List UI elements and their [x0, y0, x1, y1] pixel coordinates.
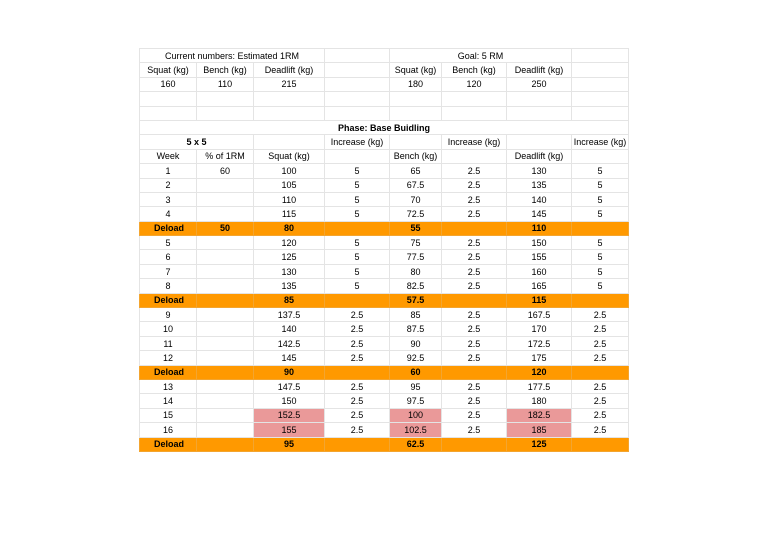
bench-increase-cell: 2.5: [442, 178, 507, 192]
deadlift-cell: 150: [507, 236, 572, 250]
squat-increase-cell: 5: [325, 236, 390, 250]
bench-increase-cell: 2.5: [442, 408, 507, 422]
pct-cell: [197, 351, 254, 365]
squat-increase-cell: 2.5: [325, 351, 390, 365]
bench-cell: 57.5: [390, 293, 442, 307]
empty-cell: [254, 92, 325, 106]
deadlift-cell: 130: [507, 164, 572, 178]
week-row: [140, 308, 629, 322]
empty-cell: [442, 92, 507, 106]
deadlift-increase-cell: 5: [572, 236, 629, 250]
deadlift-increase-cell: 5: [572, 164, 629, 178]
squat-increase-cell: 5: [325, 178, 390, 192]
current-bench-value: 110: [197, 77, 254, 91]
pct-cell: [197, 394, 254, 408]
squat-increase-cell: 2.5: [325, 408, 390, 422]
week-row: [140, 379, 629, 393]
deadlift-increase-cell: 2.5: [572, 308, 629, 322]
deadlift-increase-cell: 5: [572, 279, 629, 293]
deadlift-cell: 155: [507, 250, 572, 264]
empty-cell: [572, 149, 629, 163]
bench-increase-cell: 2.5: [442, 207, 507, 221]
scheme-label: 5 x 5: [140, 135, 254, 149]
deadlift-increase-cell: 5: [572, 178, 629, 192]
squat-cell: 85: [254, 293, 325, 307]
goal-squat-value: 180: [390, 77, 442, 91]
deadlift-increase-cell: 2.5: [572, 394, 629, 408]
deadlift-increase-cell: [572, 221, 629, 235]
goal-squat-label: Squat (kg): [390, 63, 442, 77]
deload-row: [140, 365, 629, 379]
pct-cell: [197, 264, 254, 278]
empty-cell: [325, 49, 390, 63]
goal-bench-label: Bench (kg): [442, 63, 507, 77]
empty-cell: [140, 106, 197, 120]
squat-cell: 115: [254, 207, 325, 221]
week-row: [140, 394, 629, 408]
week-cell: 15: [140, 408, 197, 422]
deadlift-increase-cell: 2.5: [572, 336, 629, 350]
bench-increase-cell: 2.5: [442, 351, 507, 365]
week-cell: 7: [140, 264, 197, 278]
squat-cell: 150: [254, 394, 325, 408]
deadlift-increase-cell: 5: [572, 207, 629, 221]
week-cell: 4: [140, 207, 197, 221]
current-deadlift-value: 215: [254, 77, 325, 91]
week-cell: 12: [140, 351, 197, 365]
pct-header: % of 1RM: [197, 149, 254, 163]
week-row: [140, 408, 629, 422]
deadlift-cell: 167.5: [507, 308, 572, 322]
squat-increase-cell: [325, 221, 390, 235]
empty-cell: [390, 106, 442, 120]
week-cell: 5: [140, 236, 197, 250]
bench-cell: 77.5: [390, 250, 442, 264]
goal-deadlift-value: 250: [507, 77, 572, 91]
week-cell: Deload: [140, 221, 197, 235]
squat-cell: 130: [254, 264, 325, 278]
empty-cell: [507, 92, 572, 106]
squat-increase-cell: 2.5: [325, 379, 390, 393]
squat-increase-cell: [325, 437, 390, 451]
pct-cell: [197, 437, 254, 451]
pct-cell: [197, 336, 254, 350]
squat-cell: 110: [254, 192, 325, 206]
pct-cell: [197, 178, 254, 192]
week-row: [140, 423, 629, 437]
squat-cell: 100: [254, 164, 325, 178]
bench-cell: 102.5: [390, 423, 442, 437]
deadlift-increase-cell: 2.5: [572, 379, 629, 393]
empty-cell: [507, 106, 572, 120]
bench-increase-cell: 2.5: [442, 394, 507, 408]
squat-cell: 125: [254, 250, 325, 264]
deadlift-increase-cell: 5: [572, 264, 629, 278]
week-cell: 2: [140, 178, 197, 192]
week-cell: Deload: [140, 293, 197, 307]
empty-cell: [254, 135, 325, 149]
bench-increase-cell: 2.5: [442, 250, 507, 264]
deadlift-increase-cell: 5: [572, 192, 629, 206]
squat-increase-cell: 5: [325, 250, 390, 264]
phase-title-row: [140, 120, 629, 134]
deadlift-cell: 160: [507, 264, 572, 278]
bench-cell: 70: [390, 192, 442, 206]
deadlift-cell: 185: [507, 423, 572, 437]
bench-cell: 75: [390, 236, 442, 250]
squat-header: Squat (kg): [254, 149, 325, 163]
squat-cell: 135: [254, 279, 325, 293]
bench-cell: 95: [390, 379, 442, 393]
deadlift-cell: 145: [507, 207, 572, 221]
pct-cell: [197, 379, 254, 393]
deload-row: [140, 221, 629, 235]
deadlift-cell: 180: [507, 394, 572, 408]
current-squat-label: Squat (kg): [140, 63, 197, 77]
bench-cell: 60: [390, 365, 442, 379]
empty-cell: [325, 63, 390, 77]
week-cell: Deload: [140, 365, 197, 379]
bench-increase-cell: 2.5: [442, 423, 507, 437]
deadlift-cell: 120: [507, 365, 572, 379]
week-cell: 13: [140, 379, 197, 393]
deadlift-cell: 115: [507, 293, 572, 307]
week-cell: 8: [140, 279, 197, 293]
empty-cell: [325, 106, 390, 120]
bench-increase-cell: 2.5: [442, 336, 507, 350]
squat-increase-cell: 5: [325, 164, 390, 178]
pct-cell: [197, 293, 254, 307]
squat-cell: 147.5: [254, 379, 325, 393]
pct-cell: [197, 423, 254, 437]
deadlift-cell: 182.5: [507, 408, 572, 422]
bench-cell: 85: [390, 308, 442, 322]
week-cell: 14: [140, 394, 197, 408]
empty-cell: [197, 92, 254, 106]
bench-increase-cell: 2.5: [442, 322, 507, 336]
bench-increase-label: Increase (kg): [442, 135, 507, 149]
deadlift-cell: 110: [507, 221, 572, 235]
squat-cell: 152.5: [254, 408, 325, 422]
squat-cell: 90: [254, 365, 325, 379]
week-cell: Deload: [140, 437, 197, 451]
week-cell: 1: [140, 164, 197, 178]
goal-deadlift-label: Deadlift (kg): [507, 63, 572, 77]
bench-cell: 67.5: [390, 178, 442, 192]
empty-cell: [325, 92, 390, 106]
deadlift-increase-cell: [572, 365, 629, 379]
deadlift-cell: 177.5: [507, 379, 572, 393]
bench-cell: 87.5: [390, 322, 442, 336]
empty-cell: [572, 49, 629, 63]
week-header: Week: [140, 149, 197, 163]
empty-cell: [507, 135, 572, 149]
squat-cell: 142.5: [254, 336, 325, 350]
squat-increase-cell: 2.5: [325, 322, 390, 336]
squat-increase-label: Increase (kg): [325, 135, 390, 149]
deadlift-cell: 125: [507, 437, 572, 451]
bench-increase-cell: 2.5: [442, 164, 507, 178]
header-values-row: [140, 77, 629, 91]
bench-increase-cell: [442, 293, 507, 307]
bench-increase-cell: 2.5: [442, 279, 507, 293]
empty-cell: [572, 77, 629, 91]
bench-increase-cell: 2.5: [442, 308, 507, 322]
week-row: [140, 322, 629, 336]
empty-cell: [572, 92, 629, 106]
deadlift-cell: 135: [507, 178, 572, 192]
scheme-row: [140, 135, 629, 149]
pct-cell: 60: [197, 164, 254, 178]
squat-increase-cell: 2.5: [325, 336, 390, 350]
bench-header: Bench (kg): [390, 149, 442, 163]
bench-increase-cell: 2.5: [442, 264, 507, 278]
week-cell: 3: [140, 192, 197, 206]
squat-increase-cell: [325, 293, 390, 307]
bench-increase-cell: [442, 365, 507, 379]
squat-cell: 155: [254, 423, 325, 437]
empty-cell: [325, 77, 390, 91]
spreadsheet: [139, 48, 628, 452]
current-squat-value: 160: [140, 77, 197, 91]
pct-cell: [197, 236, 254, 250]
squat-increase-cell: 5: [325, 192, 390, 206]
current-deadlift-label: Deadlift (kg): [254, 63, 325, 77]
deadlift-header: Deadlift (kg): [507, 149, 572, 163]
deadlift-increase-cell: [572, 437, 629, 451]
squat-increase-cell: 2.5: [325, 423, 390, 437]
pct-cell: [197, 279, 254, 293]
week-cell: 16: [140, 423, 197, 437]
empty-cell: [197, 106, 254, 120]
goal-bench-value: 120: [442, 77, 507, 91]
deload-row: [140, 437, 629, 451]
deadlift-increase-cell: [572, 293, 629, 307]
pct-cell: [197, 408, 254, 422]
week-row: [140, 236, 629, 250]
week-row: [140, 279, 629, 293]
squat-increase-cell: [325, 365, 390, 379]
week-cell: 10: [140, 322, 197, 336]
current-bench-label: Bench (kg): [197, 63, 254, 77]
deadlift-increase-cell: 2.5: [572, 423, 629, 437]
week-row: [140, 264, 629, 278]
deadlift-increase-cell: 2.5: [572, 322, 629, 336]
deadlift-increase-cell: 5: [572, 250, 629, 264]
current-numbers-title: Current numbers: Estimated 1RM: [140, 49, 325, 63]
bench-cell: 65: [390, 164, 442, 178]
week-row: [140, 250, 629, 264]
squat-cell: 80: [254, 221, 325, 235]
week-cell: 9: [140, 308, 197, 322]
bench-cell: 55: [390, 221, 442, 235]
deadlift-cell: 140: [507, 192, 572, 206]
squat-increase-cell: 2.5: [325, 308, 390, 322]
squat-increase-cell: 5: [325, 279, 390, 293]
bench-cell: 90: [390, 336, 442, 350]
pct-cell: 50: [197, 221, 254, 235]
bench-cell: 62.5: [390, 437, 442, 451]
blank-row: [140, 106, 629, 120]
squat-increase-cell: 5: [325, 207, 390, 221]
empty-cell: [390, 92, 442, 106]
bench-cell: 82.5: [390, 279, 442, 293]
empty-cell: [254, 106, 325, 120]
week-cell: 6: [140, 250, 197, 264]
goal-title: Goal: 5 RM: [390, 49, 572, 63]
squat-cell: 95: [254, 437, 325, 451]
empty-cell: [442, 106, 507, 120]
bench-cell: 72.5: [390, 207, 442, 221]
bench-cell: 92.5: [390, 351, 442, 365]
week-row: [140, 336, 629, 350]
empty-cell: [442, 149, 507, 163]
deadlift-cell: 165: [507, 279, 572, 293]
bench-increase-cell: 2.5: [442, 379, 507, 393]
squat-increase-cell: 2.5: [325, 394, 390, 408]
pct-cell: [197, 308, 254, 322]
squat-cell: 105: [254, 178, 325, 192]
deadlift-increase-cell: 2.5: [572, 351, 629, 365]
bench-increase-cell: [442, 437, 507, 451]
header-columns-row: [140, 63, 629, 77]
deadlift-increase-label: Increase (kg): [572, 135, 629, 149]
week-cell: 11: [140, 336, 197, 350]
deadlift-cell: 172.5: [507, 336, 572, 350]
bench-cell: 100: [390, 408, 442, 422]
pct-cell: [197, 322, 254, 336]
training-table: [139, 48, 629, 452]
pct-cell: [197, 365, 254, 379]
deload-row: [140, 293, 629, 307]
column-header-row: [140, 149, 629, 163]
empty-cell: [140, 92, 197, 106]
week-row: [140, 351, 629, 365]
pct-cell: [197, 250, 254, 264]
pct-cell: [197, 207, 254, 221]
empty-cell: [572, 106, 629, 120]
week-row: [140, 192, 629, 206]
bench-cell: 80: [390, 264, 442, 278]
bench-increase-cell: [442, 221, 507, 235]
bench-cell: 97.5: [390, 394, 442, 408]
week-row: [140, 207, 629, 221]
empty-cell: [325, 149, 390, 163]
bench-increase-cell: 2.5: [442, 192, 507, 206]
squat-cell: 145: [254, 351, 325, 365]
empty-cell: [390, 135, 442, 149]
phase-title: Phase: Base Buidling: [140, 120, 629, 134]
blank-row: [140, 92, 629, 106]
deadlift-cell: 175: [507, 351, 572, 365]
squat-cell: 137.5: [254, 308, 325, 322]
week-row: [140, 164, 629, 178]
deadlift-increase-cell: 2.5: [572, 408, 629, 422]
squat-increase-cell: 5: [325, 264, 390, 278]
pct-cell: [197, 192, 254, 206]
header-title-row: [140, 49, 629, 63]
empty-cell: [572, 63, 629, 77]
week-row: [140, 178, 629, 192]
deadlift-cell: 170: [507, 322, 572, 336]
bench-increase-cell: 2.5: [442, 236, 507, 250]
squat-cell: 140: [254, 322, 325, 336]
squat-cell: 120: [254, 236, 325, 250]
